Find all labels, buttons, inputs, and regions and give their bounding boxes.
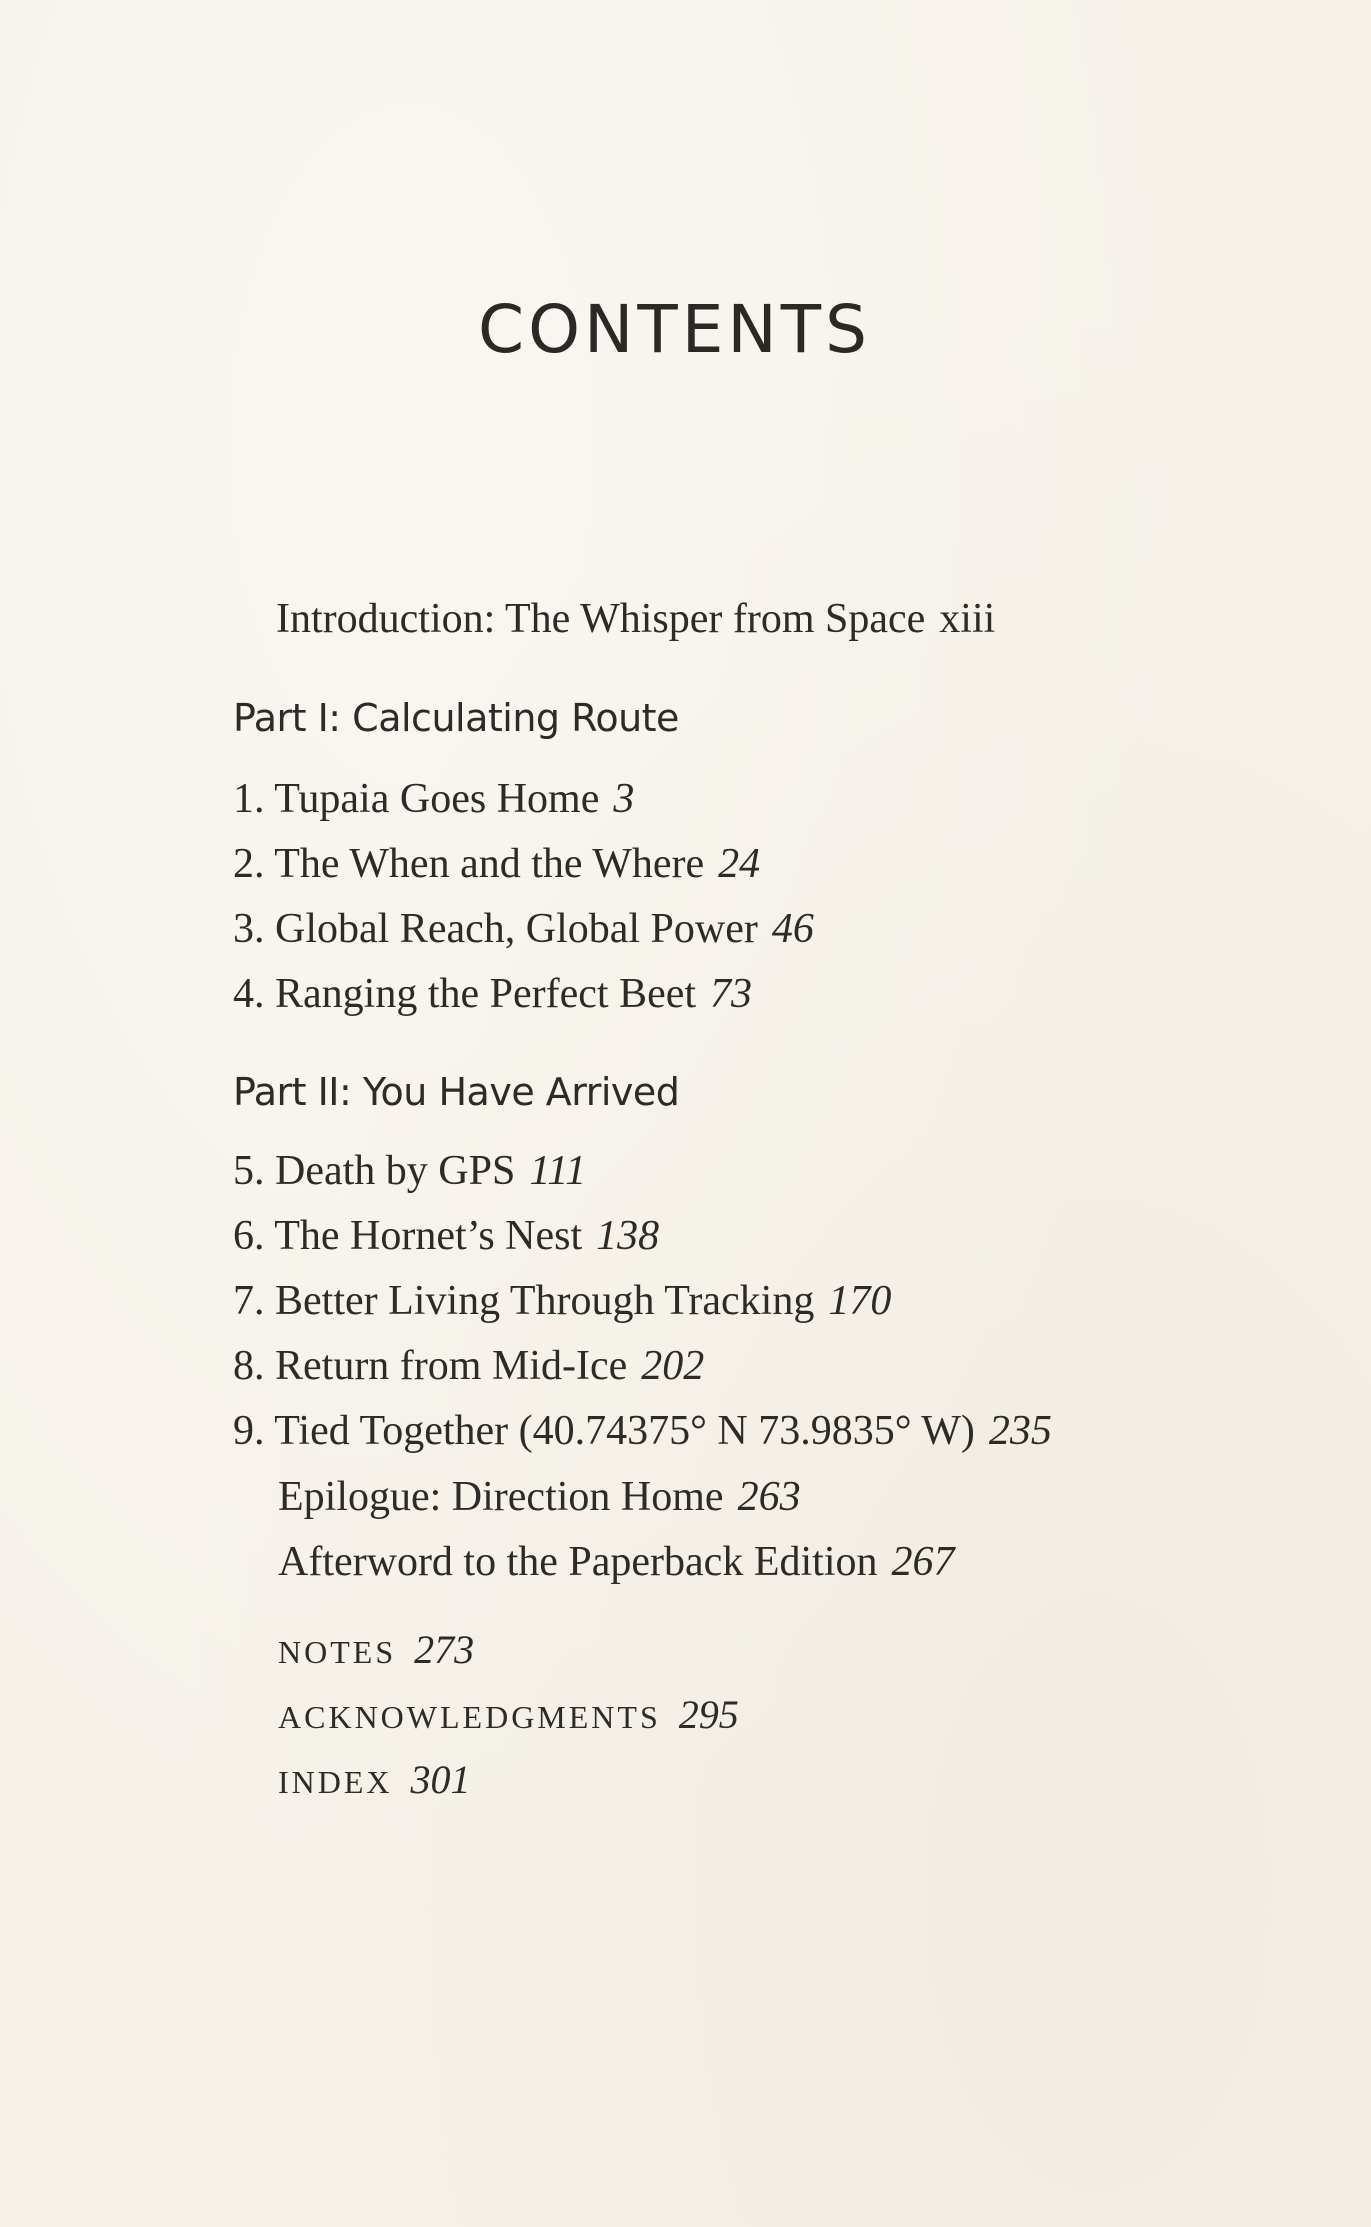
page-number: 301 (410, 1757, 471, 1802)
toc-entry-chapter-2 (233, 843, 760, 885)
entry-title: INDEX (278, 1764, 393, 1800)
page-number: xiii (939, 596, 996, 642)
page-number: 170 (828, 1278, 892, 1324)
page-number: 3 (613, 776, 635, 822)
entry-title: 1. Tupaia Goes Home (233, 776, 600, 822)
entry-title: 7. Better Living Through Tracking (233, 1278, 815, 1324)
toc-entry-introduction (276, 598, 995, 640)
entry-title: 5. Death by GPS (233, 1148, 516, 1194)
toc-entry-chapter-1 (233, 778, 634, 820)
entry-title: NOTES (278, 1634, 397, 1670)
toc-entry-epilogue (278, 1476, 801, 1518)
entry-title: 2. The When and the Where (233, 841, 705, 887)
toc-entry-chapter-6 (233, 1215, 659, 1257)
page-number: 295 (678, 1692, 739, 1737)
toc-entry-chapter-8 (233, 1345, 704, 1387)
page-number: 263 (737, 1474, 801, 1520)
page-number: 235 (988, 1408, 1052, 1454)
toc-entry-chapter-5 (233, 1150, 586, 1192)
page-number: 24 (718, 841, 761, 887)
page-title: CONTENTS (477, 291, 871, 368)
entry-title: Introduction: The Whisper from Space (276, 596, 926, 642)
page-number: 73 (710, 971, 753, 1017)
entry-title: 4. Ranging the Perfect Beet (233, 971, 697, 1017)
entry-title: ACKNOWLEDGMENTS (278, 1699, 661, 1735)
part-heading-1: Part I: Calculating Route (233, 696, 679, 740)
part-heading-2: Part II: You Have Arrived (233, 1070, 680, 1114)
toc-entry-chapter-4 (233, 973, 752, 1015)
entry-title: 3. Global Reach, Global Power (233, 906, 758, 952)
toc-entry-index (278, 1757, 471, 1802)
page-number: 202 (641, 1343, 705, 1389)
toc-entry-afterword (278, 1541, 954, 1583)
entry-title: 6. The Hornet’s Nest (233, 1213, 583, 1259)
toc-entry-chapter-9 (233, 1410, 1052, 1452)
entry-title: 8. Return from Mid-Ice (233, 1343, 628, 1389)
toc-entry-notes (278, 1627, 475, 1672)
page-number: 138 (596, 1213, 660, 1259)
page-number: 273 (414, 1627, 475, 1672)
page-number: 111 (529, 1148, 587, 1194)
entry-title: Epilogue: Direction Home (278, 1474, 724, 1520)
page-number: 46 (771, 906, 814, 952)
entry-title: Afterword to the Paperback Edition (278, 1539, 878, 1585)
toc-entry-chapter-3 (233, 908, 814, 950)
toc-entry-chapter-7 (233, 1280, 891, 1322)
toc-entry-acknowledgments (278, 1692, 739, 1737)
page-number: 267 (891, 1539, 955, 1585)
entry-title: 9. Tied Together (40.74375° N 73.9835° W) (233, 1408, 975, 1454)
